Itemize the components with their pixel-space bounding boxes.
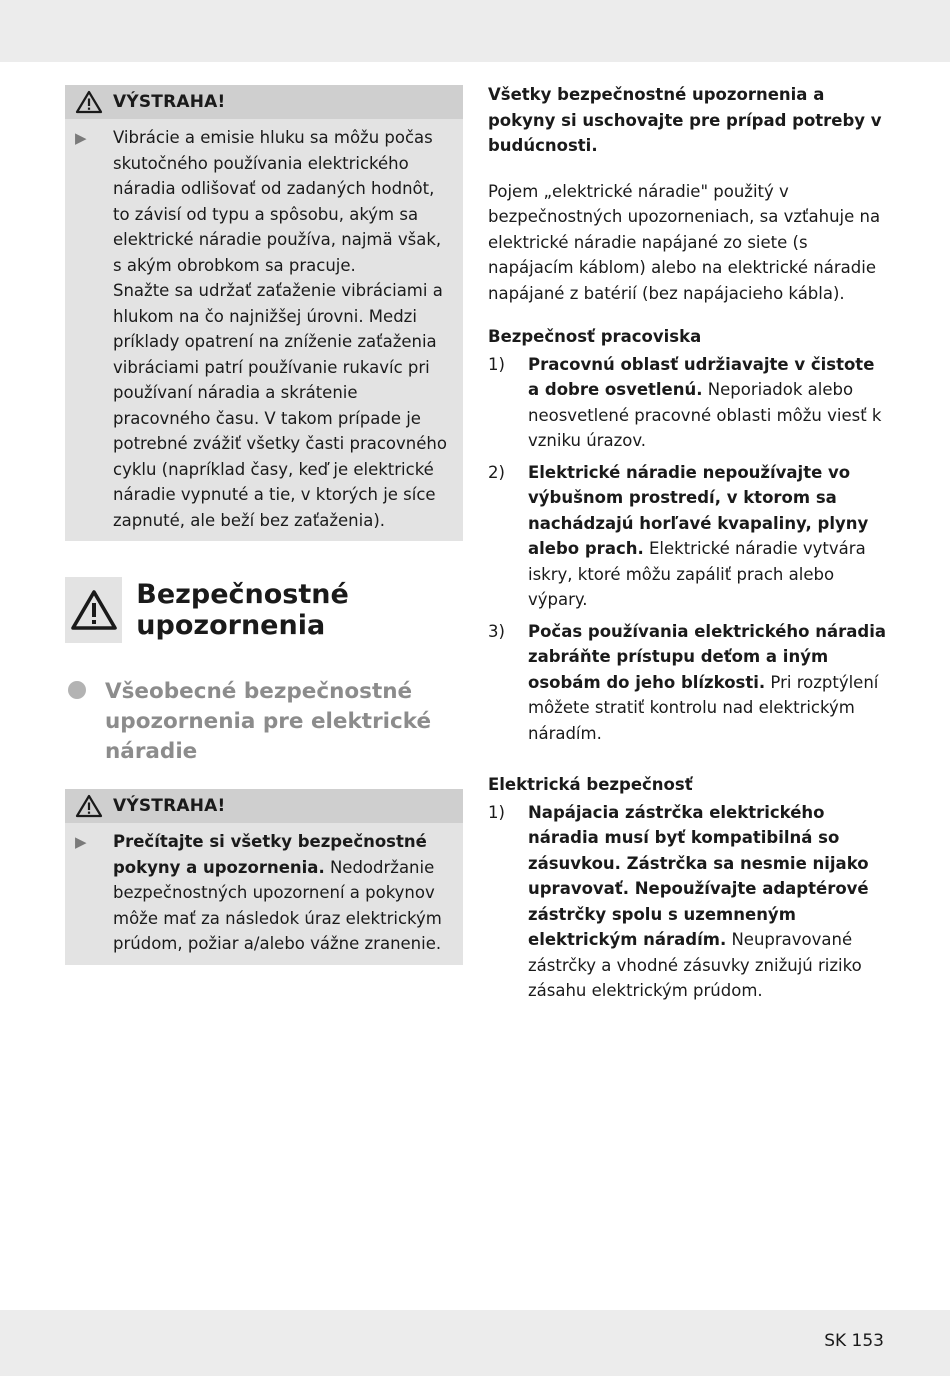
warning-title: VÝSTRAHA! — [113, 92, 226, 112]
workplace-safety-heading: Bezpečnosť pracoviska — [488, 327, 702, 346]
warning-triangle-icon — [75, 90, 103, 114]
warning-box-read-instructions — [65, 789, 463, 965]
item-normal-text: Neupravované zástrčky a vhodné zásuvky znižujú riziko zásahu elektrickým prúdom. — [528, 930, 862, 1000]
section-title: Bezpečnostné upozornenia — [136, 579, 349, 641]
intro-paragraph: Pojem „elektrické náradie" použitý v bezpečnostných upozorneniach, sa vzťahuje na elektrické náradie napájané zo siete (s napájacím káblom) alebo na elektrické náradie napájané z batérií (bez napájacieho kábla). — [488, 181, 881, 303]
warning-text — [113, 125, 453, 533]
page-number: SK 153 — [824, 1331, 884, 1351]
item-number: 1) — [488, 354, 505, 374]
list-item — [488, 352, 888, 454]
warning-body — [65, 823, 463, 965]
subsection-heading — [65, 677, 463, 767]
subsection-title: Všeobecné bezpečnostné upozornenia pre elektrické náradie — [105, 679, 432, 764]
arrow-right-icon: ▶ — [75, 833, 87, 851]
section-heading — [65, 577, 463, 643]
item-normal-text: Neporiadok alebo neosvetlené pracovné oblasti môžu viesť k vzniku úrazov. — [528, 380, 882, 450]
intro-bold-paragraph: Všetky bezpečnostné upozornenia a pokyny si uschovajte pre prípad potreby v budúcnosti. — [488, 85, 882, 155]
warning-triangle-icon — [65, 577, 122, 643]
warning-paragraph: Snažte sa udržať zaťaženie vibráciami a hlukom na čo najnižšej úrovni. Medzi príklady opatrení na zníženie zaťaženia vibráciami patrí používanie rukavíc pri používaní náradia a skrátenie pracovného času. V takom prípade je potrebné zvážiť všetky časti pracovného cyklu (napríklad časy, keď je elektrické náradie vypnuté a tie, v ktorých je síce zapnuté, ale beží bez zaťaženia). — [113, 281, 447, 530]
arrow-right-icon: ▶ — [75, 129, 87, 147]
right-column — [488, 82, 888, 1004]
item-number: 1) — [488, 802, 505, 822]
warning-triangle-icon — [75, 794, 103, 818]
item-normal-text: Pri rozptýlení môžete stratiť kontrolu nad elektrickým náradím. — [528, 672, 879, 743]
footer-band — [0, 1310, 950, 1376]
header-band — [0, 0, 950, 62]
warning-text — [113, 829, 453, 957]
item-text — [528, 460, 888, 613]
list-item — [488, 619, 888, 747]
bullet-icon — [65, 677, 105, 767]
electrical-safety-heading: Elektrická bezpečnosť — [488, 775, 693, 794]
item-bold-text: Napájacia zástrčka elektrického náradia musí byť kompatibilná so zásuvkou. Zástrčka sa nesmie nijako upravovať. Nepoužívajte adaptérové zástrčky spolu s uzemneným elektrickým náradím. — [528, 802, 869, 949]
list-item — [488, 800, 888, 1004]
item-bold-text: Pracovnú oblasť udržiavajte v čistote a dobre osvetlenú. — [528, 354, 875, 399]
item-bold-text: Počas používania elektrického náradia zabráňte prístupu deťom a iným osobám do jeho blízkosti. — [528, 621, 887, 692]
warning-header — [65, 85, 463, 119]
item-text — [528, 352, 888, 454]
item-number: 3) — [488, 621, 505, 641]
warning-header — [65, 789, 463, 823]
warning-bold-text: Prečítajte si všetky bezpečnostné pokyny a upozornenia. — [113, 832, 427, 877]
item-number: 2) — [488, 462, 505, 482]
left-column — [65, 85, 463, 965]
item-normal-text: Elektrické náradie vytvára iskry, ktoré môžu zapáliť prach alebo výpary. — [528, 539, 866, 609]
item-text — [528, 619, 888, 747]
workplace-safety-list — [488, 352, 888, 747]
warning-paragraph: Vibrácie a emisie hluku sa môžu počas skutočného používania elektrického náradia odlišovať od zadaných hodnôt, to závisí od typu a spôsobu, akým sa elektrické náradie používa, najmä však, s akým obrobkom sa pracuje. — [113, 128, 442, 275]
item-text — [528, 800, 888, 1004]
warning-normal-text: Nedodržanie bezpečnostných upozornení a pokynov môže mať za následok úraz elektrickým prúdom, požiar a/alebo vážne zranenie. — [113, 857, 442, 953]
warning-box-vibration — [65, 85, 463, 541]
item-bold-text: Elektrické náradie nepoužívajte vo výbušnom prostredí, v ktorom sa nachádzajú horľavé kvapaliny, plyny alebo prach. — [528, 462, 869, 558]
warning-body — [65, 119, 463, 541]
list-item — [488, 460, 888, 613]
electrical-safety-list — [488, 800, 888, 1004]
warning-title: VÝSTRAHA! — [113, 796, 226, 816]
